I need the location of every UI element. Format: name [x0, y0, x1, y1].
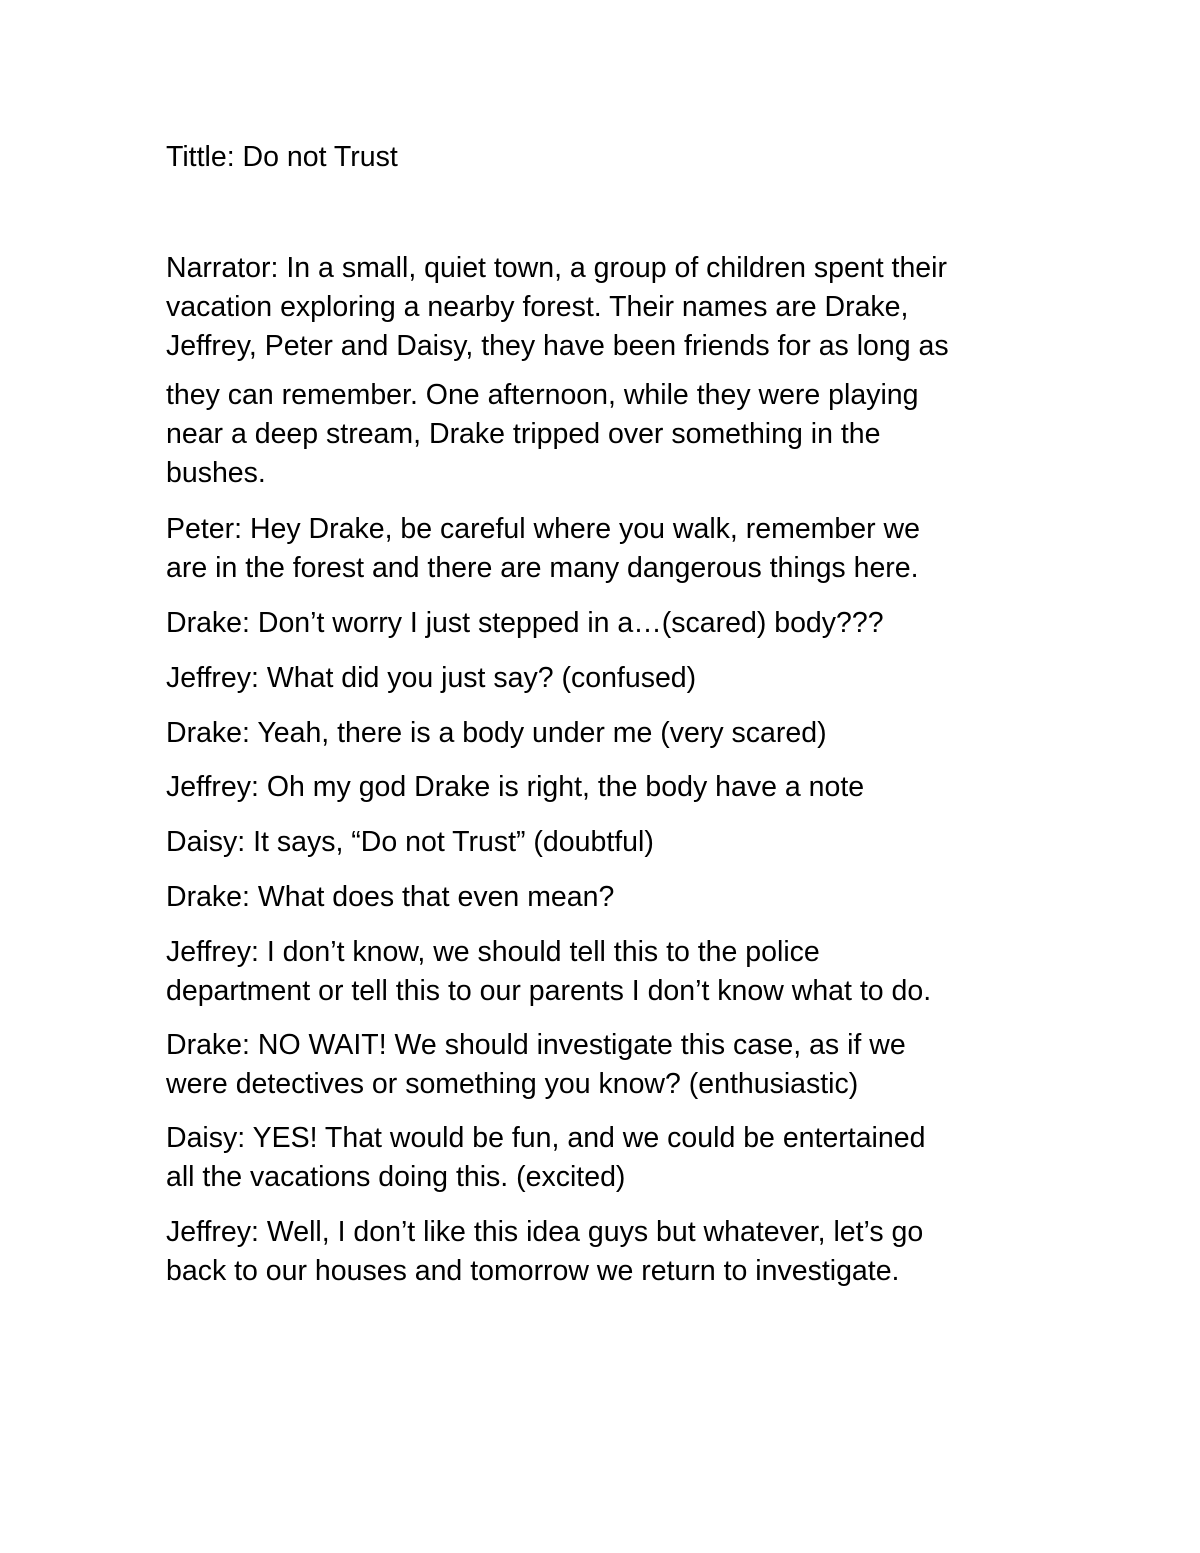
dialogue-line-jeffrey: Jeffrey: What did you just say? (confused)	[166, 662, 697, 694]
dialogue-line-drake: Drake: What does that even mean?	[166, 881, 615, 913]
dialogue-line-peter: Peter: Hey Drake, be careful where you walk, remember we are in the forest and there are many dangerous things here.	[166, 513, 920, 584]
dialogue-line-drake: Drake: Don’t worry I just stepped in a…(scared) body???	[166, 607, 884, 639]
dialogue-line-jeffrey: Jeffrey: I don’t know, we should tell this to the police department or tell this to our parents I don’t know what to do.	[166, 936, 932, 1007]
dialogue-line-drake: Drake: Yeah, there is a body under me (very scared)	[166, 717, 827, 749]
dialogue-line-jeffrey: Jeffrey: Well, I don’t like this idea guys but whatever, let’s go back to our houses and tomorrow we return to investigate.	[166, 1216, 924, 1287]
narrator-paragraph: Narrator: In a small, quiet town, a group of children spent their vacation exploring a nearby forest. Their names are Drake, Jeffrey, Peter and Daisy, they have been friends for as long as	[166, 252, 949, 362]
narrator-paragraph-continued: they can remember. One afternoon, while they were playing near a deep stream, Drake tripped over something in the bushes.	[166, 379, 919, 489]
dialogue-line-drake: Drake: NO WAIT! We should investigate this case, as if we were detectives or something you know? (enthusiastic)	[166, 1029, 906, 1100]
document-title: Tittle: Do not Trust	[166, 141, 398, 173]
dialogue-line-daisy: Daisy: It says, “Do not Trust” (doubtful)	[166, 826, 654, 858]
dialogue-line-daisy: Daisy: YES! That would be fun, and we could be entertained all the vacations doing this. (excited)	[166, 1122, 926, 1193]
dialogue-line-jeffrey: Jeffrey: Oh my god Drake is right, the body have a note	[166, 771, 865, 803]
